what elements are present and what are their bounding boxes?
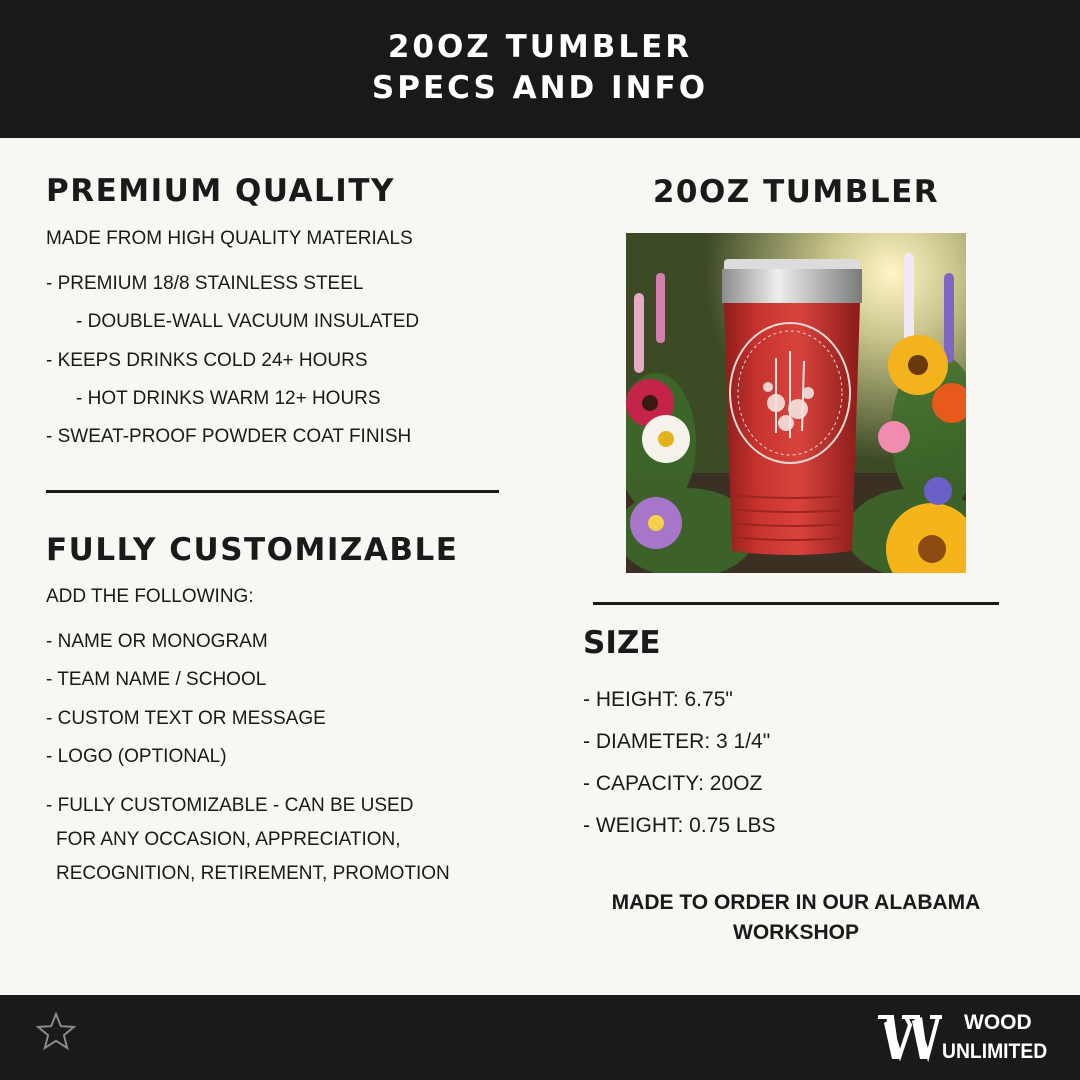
header-banner xyxy=(0,0,1080,138)
made-to-order-line2: WORKSHOP xyxy=(733,921,859,944)
size-item: - HEIGHT: 6.75" xyxy=(583,688,733,711)
custom-intro: ADD THE FOLLOWING: xyxy=(46,586,254,607)
product-photo xyxy=(626,233,966,573)
logo-text-unlimited: UNLIMITED xyxy=(942,1040,1048,1063)
quality-item: - PREMIUM 18/8 STAINLESS STEEL xyxy=(46,273,364,294)
logo-text-wood: WOOD xyxy=(964,1011,1032,1034)
custom-note-line: RECOGNITION, RETIREMENT, PROMOTION xyxy=(56,863,450,884)
custom-item: - TEAM NAME / SCHOOL xyxy=(46,669,267,690)
quality-item: - HOT DRINKS WARM 12+ HOURS xyxy=(76,388,381,409)
custom-heading: FULLY CUSTOMIZABLE xyxy=(46,532,459,568)
quality-item: - SWEAT-PROOF POWDER COAT FINISH xyxy=(46,426,412,447)
quality-intro: MADE FROM HIGH QUALITY MATERIALS xyxy=(46,228,413,249)
header-title-line2: SPECS AND INFO xyxy=(371,70,709,106)
footer-bar xyxy=(0,995,1080,1080)
logo-w-icon xyxy=(876,1003,942,1065)
custom-item: - CUSTOM TEXT OR MESSAGE xyxy=(46,708,326,729)
quality-item: - KEEPS DRINKS COLD 24+ HOURS xyxy=(46,350,368,371)
custom-item: - LOGO (OPTIONAL) xyxy=(46,746,227,767)
section-divider xyxy=(593,602,999,605)
product-heading: 20OZ TUMBLER xyxy=(652,174,940,210)
custom-note-line: - FULLY CUSTOMIZABLE - CAN BE USED xyxy=(46,795,414,816)
made-to-order-line1: MADE TO ORDER IN OUR ALABAMA xyxy=(611,891,981,914)
size-item: - CAPACITY: 20OZ xyxy=(583,772,763,795)
quality-item: - DOUBLE-WALL VACUUM INSULATED xyxy=(76,311,420,332)
star-icon xyxy=(36,1011,76,1051)
size-item: - WEIGHT: 0.75 LBS xyxy=(583,814,776,837)
custom-item: - NAME OR MONOGRAM xyxy=(46,631,268,652)
size-item: - DIAMETER: 3 1/4" xyxy=(583,730,771,753)
quality-heading: PREMIUM QUALITY xyxy=(46,173,395,209)
header-title-line1: 20OZ TUMBLER xyxy=(387,29,693,65)
section-divider xyxy=(46,490,499,493)
size-heading: SIZE xyxy=(583,625,661,661)
tumbler-illustration xyxy=(722,259,862,555)
custom-note-line: FOR ANY OCCASION, APPRECIATION, xyxy=(56,829,401,850)
